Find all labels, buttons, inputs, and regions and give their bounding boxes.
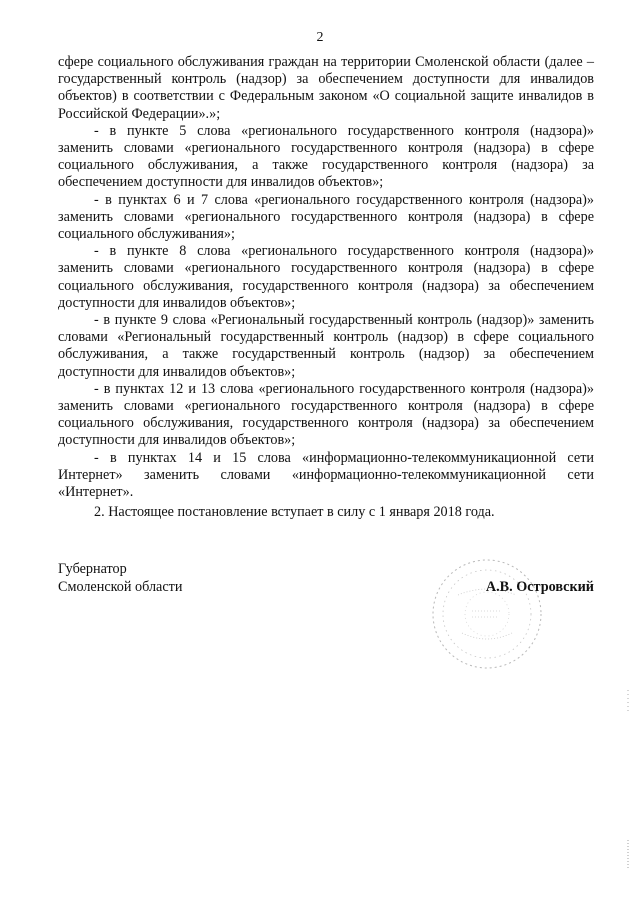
document-body — [58, 54, 594, 521]
effective-date-clause: 2. Настоящее постановление вступает в силу с 1 января 2018 года. — [94, 504, 495, 521]
signatory-title-line-1: Губернатор — [58, 561, 127, 577]
amendment-item-point-8: - в пункте 8 слова «регионального государственного контроля (надзора)» заменить словами «регионального государственного контроля (надзора) в сфере социального обслуживания, государственного контроля (надзора) за обеспечением доступности для инвалидов объектов»; — [58, 243, 594, 311]
amendment-item-point-9: - в пункте 9 слова «Региональный государственный контроль (надзор)» заменить словами «Региональный государственный контроль (надзор) в сфере социального обслуживания, а также государственный контроль (надзор) за обеспечением доступности для инвалидов объектов»; — [58, 312, 594, 380]
amendment-item-point-5: - в пункте 5 слова «регионального государственного контроля (надзора)» заменить словами «регионального государственного контроля (надзора) в сфере социального обслуживания, а также государственного контроля (надзора) за обеспечением доступности для инвалидов объектов»; — [58, 122, 594, 191]
amendment-item-points-6-7: - в пунктах 6 и 7 слова «регионального государственного контроля (надзора)» заменить словами «регионального государственного контроля (надзора) в сфере социального обслуживания»; — [58, 191, 594, 243]
signatory-position — [58, 561, 182, 596]
signature-block — [58, 561, 594, 681]
paragraph-continuation: сфере социального обслуживания граждан на территории Смоленской области (далее – государственный контроль (надзор) за обеспечением доступности для инвалидов объектов) в соответствии с Федеральным законом «О социальной защите инвалидов в Российской Федерации».»; — [58, 54, 594, 122]
signatory-name: А.В. Островский — [485, 578, 594, 595]
margin-scan-marks — [620, 690, 634, 880]
amendment-item-points-14-15: - в пунктах 14 и 15 слова «информационно-телекоммуникационной сети Интернет» заменить словами «информационно-телекоммуникационной сети «Интернет». — [58, 449, 594, 501]
official-seal-stamp — [428, 555, 546, 673]
page-number: 2 — [316, 30, 324, 45]
signatory-title-line-2: Смоленской области — [58, 578, 183, 595]
amendment-item-points-12-13: - в пунктах 12 и 13 слова «регионального государственного контроля (надзора)» заменить словами «регионального государственного контроля (надзора) в сфере социального обслуживания, государственного контроля (надзора) за обеспечением доступности для инвалидов объектов»; — [58, 380, 594, 449]
